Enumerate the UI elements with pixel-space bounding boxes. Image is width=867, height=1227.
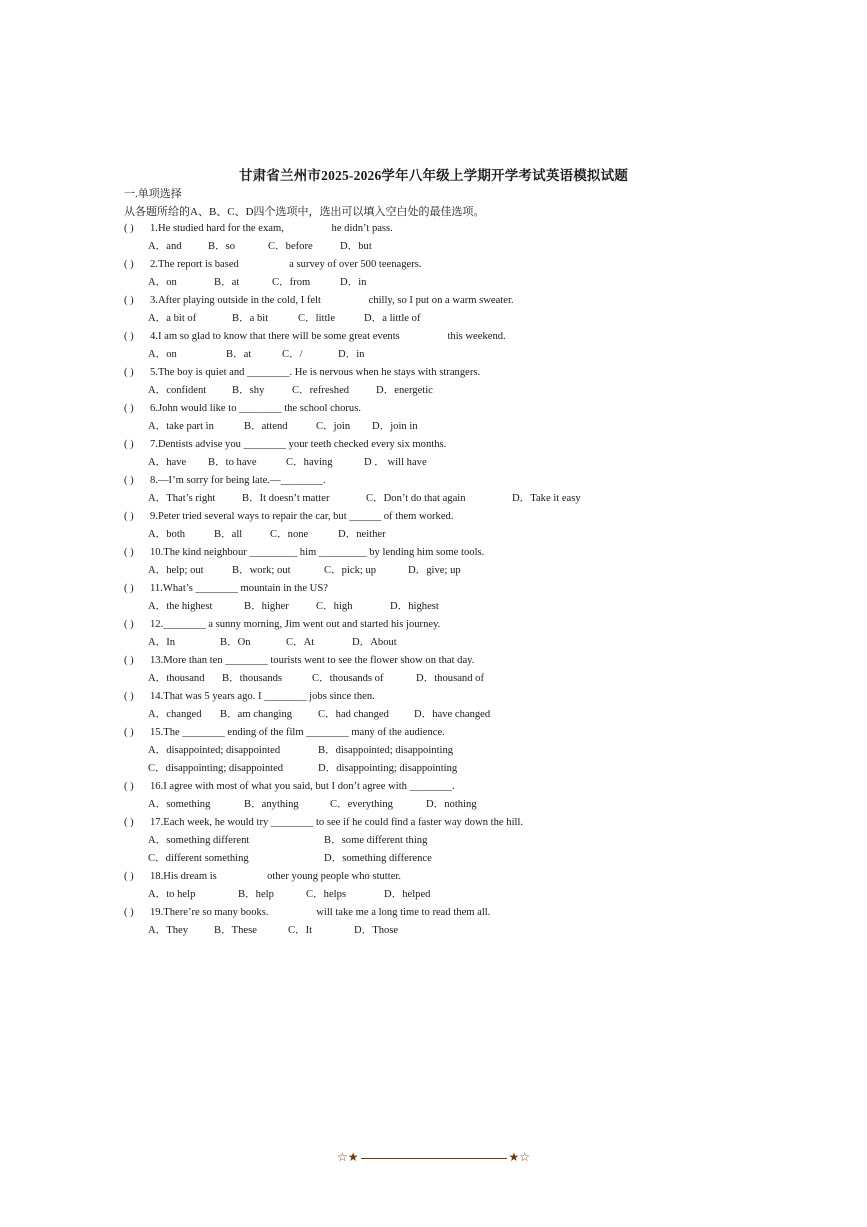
question-text: Each week, he would try ________ to see if he could find a faster way down the hill.: [163, 817, 524, 828]
answer-option[interactable]: C．disappointing; disappointed: [148, 763, 284, 774]
answer-option[interactable]: C．join: [316, 421, 351, 432]
answer-option[interactable]: C．high: [316, 601, 353, 612]
question-number: 17.: [150, 817, 164, 828]
answer-option[interactable]: C．/: [282, 349, 303, 360]
answer-option[interactable]: B．at: [214, 277, 240, 288]
footer-stars-left: ☆★: [336, 1150, 359, 1164]
answer-option[interactable]: C．everything: [330, 799, 393, 810]
answer-option[interactable]: D．disappointing; disappointing: [318, 763, 458, 774]
option-row: [124, 418, 744, 436]
option-row: [124, 598, 744, 616]
answer-blank[interactable]: ( ): [124, 439, 134, 450]
answer-option[interactable]: D．About: [352, 637, 397, 648]
answer-option[interactable]: A．thousand: [148, 673, 205, 684]
answer-option[interactable]: A．That’s right: [148, 493, 216, 504]
answer-option[interactable]: C．from: [272, 277, 311, 288]
answer-option[interactable]: B．to have: [208, 457, 257, 468]
answer-option[interactable]: A．a bit of: [148, 313, 197, 324]
answer-blank[interactable]: ( ): [124, 331, 134, 342]
answer-option[interactable]: A．changed: [148, 709, 202, 720]
answer-option[interactable]: B．help: [238, 889, 274, 900]
answer-option[interactable]: C．pick; up: [324, 565, 377, 576]
option-row: [124, 310, 744, 328]
answer-option[interactable]: A．something: [148, 799, 211, 810]
question-item: [124, 292, 744, 310]
question-number: 10.: [150, 547, 164, 558]
answer-option[interactable]: B．anything: [244, 799, 299, 810]
answer-option[interactable]: D．Those: [354, 925, 399, 936]
answer-option[interactable]: D．give; up: [408, 565, 461, 576]
question-item: [124, 220, 744, 238]
option-row: [124, 346, 744, 364]
answer-blank[interactable]: ( ): [124, 223, 134, 234]
question-text: John would like to ________ the school chorus.: [157, 403, 361, 414]
question-number: 13.: [150, 655, 164, 666]
answer-blank[interactable]: ( ): [124, 295, 134, 306]
question-number: 3.: [150, 295, 158, 306]
question-text: That was 5 years ago. I ________ jobs since then.: [163, 691, 375, 702]
answer-option[interactable]: D．join in: [372, 421, 418, 432]
answer-option[interactable]: D．something difference: [324, 853, 432, 864]
question-item: [124, 778, 744, 796]
question-text: He studied hard for the exam, he didn’t pass.: [157, 223, 393, 234]
question-item: [124, 436, 744, 454]
question-item: [124, 580, 744, 598]
answer-option[interactable]: C．had changed: [318, 709, 389, 720]
answer-option[interactable]: A．They: [148, 925, 189, 936]
question-number: 19.: [150, 907, 164, 918]
answer-option[interactable]: B．all: [214, 529, 243, 540]
answer-option[interactable]: D．but: [340, 241, 372, 252]
question-item: [124, 814, 744, 832]
question-text: There’re so many books. will take me a long time to read them all.: [163, 907, 491, 918]
section-heading: 一.单项选择: [124, 188, 182, 200]
answer-option[interactable]: D．energetic: [376, 385, 433, 396]
answer-option[interactable]: C．At: [286, 637, 315, 648]
question-text: More than ten ________ tourists went to see the flower show on that day.: [163, 655, 475, 666]
answer-blank[interactable]: ( ): [124, 655, 134, 666]
answer-option[interactable]: B．On: [220, 637, 251, 648]
question-item: [124, 256, 744, 274]
answer-option[interactable]: C．It: [288, 925, 313, 936]
question-number: 11.: [150, 583, 163, 594]
answer-option[interactable]: B．attend: [244, 421, 288, 432]
question-number: 8.: [150, 475, 158, 486]
question-text: —I’m sorry for being late.—________.: [157, 475, 326, 486]
question-text: Peter tried several ways to repair the car, but ______ of them worked.: [157, 511, 454, 522]
answer-option[interactable]: D．a little of: [364, 313, 421, 324]
question-item: [124, 508, 744, 526]
question-number: 9.: [150, 511, 158, 522]
answer-blank[interactable]: ( ): [124, 475, 134, 486]
answer-option[interactable]: D ． will have: [364, 457, 427, 468]
footer-divider: [361, 1158, 507, 1159]
answer-option[interactable]: B．thousands: [222, 673, 283, 684]
question-item: [124, 364, 744, 382]
answer-option[interactable]: C．Don’t do that again: [366, 493, 466, 504]
option-row: [124, 274, 744, 292]
instructions: 从各题所给的A、B、C、D四个选项中，选出可以填入空白处的最佳选项。: [124, 206, 485, 218]
question-number: 12.: [150, 619, 164, 630]
question-number: 7.: [150, 439, 158, 450]
question-number: 4.: [150, 331, 158, 342]
question-number: 6.: [150, 403, 158, 414]
question-number: 1.: [150, 223, 158, 234]
question-text: The boy is quiet and ________. He is nervous when he stays with strangers.: [157, 367, 481, 378]
answer-option[interactable]: B．shy: [232, 385, 265, 396]
question-item: [124, 904, 744, 922]
answer-option[interactable]: C．different something: [148, 853, 249, 864]
answer-option[interactable]: D．neither: [338, 529, 386, 540]
answer-blank[interactable]: ( ): [124, 871, 134, 882]
question-item: [124, 400, 744, 418]
answer-option[interactable]: D．helped: [384, 889, 431, 900]
question-text: The report is based a survey of over 500 teenagers.: [157, 259, 422, 270]
answer-option[interactable]: C．helps: [306, 889, 347, 900]
answer-option[interactable]: D．in: [338, 349, 365, 360]
answer-option[interactable]: D．in: [340, 277, 367, 288]
option-row: [124, 238, 744, 256]
answer-blank[interactable]: ( ): [124, 907, 134, 918]
answer-option[interactable]: A．on: [148, 277, 177, 288]
answer-option[interactable]: A．confident: [148, 385, 207, 396]
answer-option[interactable]: A．both: [148, 529, 186, 540]
answer-option[interactable]: C．none: [270, 529, 309, 540]
option-row: [124, 382, 744, 400]
answer-option[interactable]: D．thousand of: [416, 673, 484, 684]
answer-option[interactable]: B．so: [208, 241, 236, 252]
answer-option[interactable]: A．have: [148, 457, 187, 468]
question-number: 15.: [150, 727, 164, 738]
option-row: [124, 760, 744, 778]
answer-option[interactable]: C．refreshed: [292, 385, 350, 396]
answer-blank[interactable]: ( ): [124, 511, 134, 522]
answer-option[interactable]: B．It doesn’t matter: [242, 493, 330, 504]
answer-blank[interactable]: ( ): [124, 367, 134, 378]
question-list: [124, 220, 744, 940]
option-row: [124, 454, 744, 472]
answer-option[interactable]: A．disappointed; disappointed: [148, 745, 281, 756]
question-number: 5.: [150, 367, 158, 378]
answer-option[interactable]: B．work; out: [232, 565, 291, 576]
question-number: 14.: [150, 691, 164, 702]
question-text: I agree with most of what you said, but I don’t agree with ________.: [163, 781, 455, 792]
answer-option[interactable]: A．and: [148, 241, 182, 252]
answer-option[interactable]: D．have changed: [414, 709, 491, 720]
answer-option[interactable]: C．having: [286, 457, 333, 468]
option-row: [124, 742, 744, 760]
option-row: [124, 706, 744, 724]
answer-option[interactable]: B．a bit: [232, 313, 269, 324]
option-row: [124, 832, 744, 850]
question-text: The kind neighbour _________ him _________ by lending him some tools.: [163, 547, 485, 558]
option-row: [124, 490, 744, 508]
answer-option[interactable]: C．before: [268, 241, 313, 252]
option-row: [124, 634, 744, 652]
question-number: 16.: [150, 781, 164, 792]
answer-option[interactable]: A．In: [148, 637, 176, 648]
option-row: [124, 922, 744, 940]
question-item: [124, 688, 744, 706]
answer-blank[interactable]: ( ): [124, 691, 134, 702]
question-text: I am so glad to know that there will be some great events this weekend.: [157, 331, 506, 342]
answer-option[interactable]: A．to help: [148, 889, 196, 900]
answer-option[interactable]: A．take part in: [148, 421, 214, 432]
option-row: [124, 670, 744, 688]
answer-blank[interactable]: ( ): [124, 547, 134, 558]
question-item: [124, 868, 744, 886]
answer-option[interactable]: B．am changing: [220, 709, 293, 720]
option-row: [124, 886, 744, 904]
question-text: After playing outside in the cold, I felt chilly, so I put on a warm sweater.: [157, 295, 514, 306]
answer-option[interactable]: B．disappointed; disappointing: [318, 745, 454, 756]
answer-option[interactable]: D．nothing: [426, 799, 477, 810]
question-number: 18.: [150, 871, 164, 882]
question-text: His dream is other young people who stutter.: [163, 871, 401, 882]
page-title: 甘肃省兰州市2025-2026学年八年级上学期开学考试英语模拟试题: [238, 168, 629, 183]
question-text: Dentists advise you ________ your teeth checked every six months.: [157, 439, 447, 450]
question-text: ________ a sunny morning, Jim went out and started his journey.: [163, 619, 441, 630]
answer-blank[interactable]: ( ): [124, 403, 134, 414]
answer-option[interactable]: A．something different: [148, 835, 250, 846]
answer-option[interactable]: B．at: [226, 349, 252, 360]
question-item: [124, 472, 744, 490]
question-item: [124, 616, 744, 634]
answer-option[interactable]: C．thousands of: [312, 673, 384, 684]
footer-stars-right: ★☆: [508, 1150, 531, 1164]
answer-blank[interactable]: ( ): [124, 583, 134, 594]
option-row: [124, 526, 744, 544]
option-row: [124, 850, 744, 868]
answer-option[interactable]: D．highest: [390, 601, 439, 612]
question-text: What’s ________ mountain in the US?: [162, 583, 328, 594]
answer-blank[interactable]: ( ): [124, 781, 134, 792]
answer-option[interactable]: B．some different thing: [324, 835, 428, 846]
question-item: [124, 544, 744, 562]
option-row: [124, 562, 744, 580]
answer-option[interactable]: B．higher: [244, 601, 289, 612]
answer-option[interactable]: A．help; out: [148, 565, 204, 576]
option-row: [124, 796, 744, 814]
answer-option[interactable]: D．Take it easy: [512, 493, 581, 504]
question-number: 2.: [150, 259, 158, 270]
page-footer: [0, 1150, 867, 1165]
answer-option[interactable]: A．the highest: [148, 601, 213, 612]
answer-blank[interactable]: ( ): [124, 259, 134, 270]
answer-option[interactable]: A．on: [148, 349, 177, 360]
answer-blank[interactable]: ( ): [124, 727, 134, 738]
answer-option[interactable]: B．These: [214, 925, 257, 936]
answer-blank[interactable]: ( ): [124, 817, 134, 828]
answer-blank[interactable]: ( ): [124, 619, 134, 630]
question-item: [124, 652, 744, 670]
question-item: [124, 724, 744, 742]
question-item: [124, 328, 744, 346]
question-text: The ________ ending of the film ________ many of the audience.: [163, 727, 445, 738]
answer-option[interactable]: C．little: [298, 313, 336, 324]
